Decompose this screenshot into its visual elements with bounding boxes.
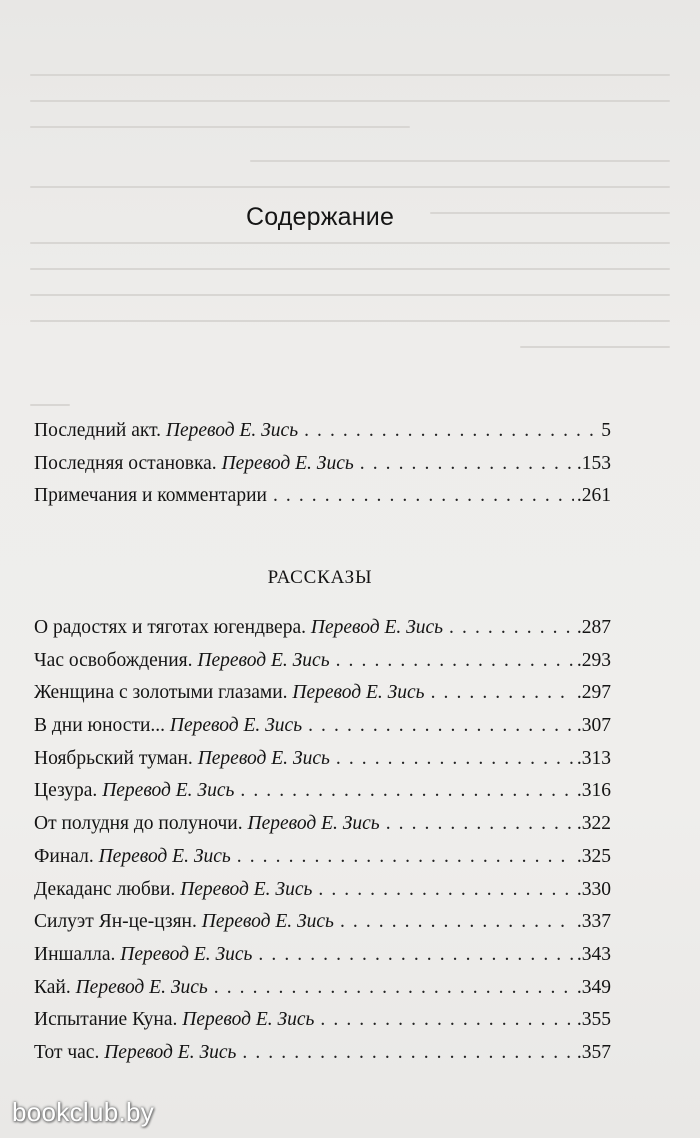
entry-title: Кай. <box>34 976 71 998</box>
entry-translator: Перевод Е. Зись <box>310 617 444 638</box>
entry-title: Цезура. <box>34 780 98 802</box>
entry-translator: Перевод Е. Зись <box>169 715 303 737</box>
dot-leader <box>242 1042 573 1064</box>
page-title: Содержание <box>245 203 395 231</box>
dot-leader <box>318 879 574 901</box>
dot-leader <box>304 420 598 442</box>
toc-entry <box>34 846 611 879</box>
entry-title: Ноябрьский туман. <box>34 747 193 769</box>
entry-page-number: .307 <box>576 715 611 737</box>
watermark: bookclub.by <box>12 1097 155 1127</box>
toc-main-list <box>34 420 611 518</box>
toc-entry <box>34 682 611 715</box>
entry-title: Последний акт. <box>34 420 162 441</box>
entry-page-number: 5 <box>601 420 611 441</box>
entry-page-number: .316 <box>576 780 611 802</box>
toc-entry <box>34 748 611 781</box>
entry-title: Час освобождения. <box>34 649 193 671</box>
entry-page-number: .322 <box>576 813 611 835</box>
dot-leader <box>273 485 574 507</box>
entry-page-number: .297 <box>576 682 611 704</box>
entry-page-number: .261 <box>576 485 611 507</box>
dot-leader <box>336 748 574 770</box>
entry-title: В дни юности... <box>34 715 166 737</box>
entry-translator: Перевод Е. Зись <box>292 682 425 704</box>
dot-leader <box>340 911 574 933</box>
entry-translator: Перевод Е. Зись <box>221 452 354 474</box>
entry-translator: Перевод Е. Зись <box>98 845 231 867</box>
entry-translator: Перевод Е. Зись <box>75 976 208 998</box>
entry-page-number: .357 <box>576 1041 611 1063</box>
entry-page-number: .153 <box>576 452 611 474</box>
toc-entry <box>34 944 611 977</box>
toc-entry <box>34 1042 611 1075</box>
dot-leader <box>240 780 574 802</box>
dot-leader <box>320 1009 573 1031</box>
dot-leader <box>336 650 574 672</box>
entry-title: Иншалла. <box>34 943 116 965</box>
toc-stories-list <box>34 617 611 1075</box>
dot-leader <box>258 944 573 966</box>
entry-translator: Перевод Е. Зись <box>180 878 313 900</box>
entry-page-number: .349 <box>576 976 611 998</box>
dot-leader <box>237 846 574 868</box>
section-heading: РАССКАЗЫ <box>267 567 373 588</box>
entry-translator: Перевод Е. Зись <box>197 649 330 671</box>
entry-page-number: .343 <box>576 943 611 965</box>
toc-entry <box>34 879 611 912</box>
entry-page-number: .313 <box>576 747 611 769</box>
entry-page-number: .287 <box>576 617 611 638</box>
entry-translator: Перевод Е. Зись <box>197 747 330 769</box>
entry-title: Женщина с золотыми глазами. <box>34 682 288 704</box>
entry-translator: Перевод Е. Зись <box>247 813 380 835</box>
entry-page-number: .325 <box>576 845 611 867</box>
toc-entry <box>34 485 611 518</box>
entry-translator: Перевод Е. Зись <box>201 911 334 933</box>
entry-page-number: .293 <box>576 649 611 671</box>
dot-leader <box>449 617 574 639</box>
toc-entry <box>34 1009 611 1042</box>
toc-entry <box>34 420 611 453</box>
entry-title: Силуэт Ян-це-цзян. <box>34 911 197 933</box>
entry-title: От полудня до полуночи. <box>34 813 243 835</box>
dot-leader <box>360 453 574 475</box>
entry-title: О радостях и тяготах югендвера. <box>34 617 306 638</box>
entry-title: Последняя остановка. <box>34 452 217 474</box>
entry-translator: Перевод Е. Зись <box>182 1009 315 1031</box>
entry-page-number: .337 <box>576 911 611 933</box>
toc-entry <box>34 650 611 683</box>
entry-title: Финал. <box>34 845 94 867</box>
entry-title: Испытание Куна. <box>34 1009 178 1031</box>
dot-leader <box>214 977 574 999</box>
toc-entry <box>34 715 611 748</box>
entry-translator: Перевод Е. Зись <box>104 1041 237 1063</box>
toc-entry <box>34 813 611 846</box>
toc-entry <box>34 977 611 1010</box>
entry-translator: Перевод Е. Зись <box>102 780 235 802</box>
toc-entry <box>34 453 611 486</box>
dot-leader <box>308 715 574 737</box>
toc-entry <box>34 780 611 813</box>
entry-title: Тот час. <box>34 1041 100 1063</box>
dot-leader <box>431 682 574 704</box>
dot-leader <box>386 813 574 835</box>
entry-title: Примечания и комментарии <box>34 485 267 507</box>
entry-title: Декаданс любви. <box>34 878 176 900</box>
entry-translator: Перевод Е. Зись <box>165 420 299 441</box>
toc-entry <box>34 911 611 944</box>
entry-translator: Перевод Е. Зись <box>120 943 253 965</box>
entry-page-number: .355 <box>576 1009 611 1031</box>
toc-entry <box>34 617 611 650</box>
entry-page-number: .330 <box>576 878 611 900</box>
